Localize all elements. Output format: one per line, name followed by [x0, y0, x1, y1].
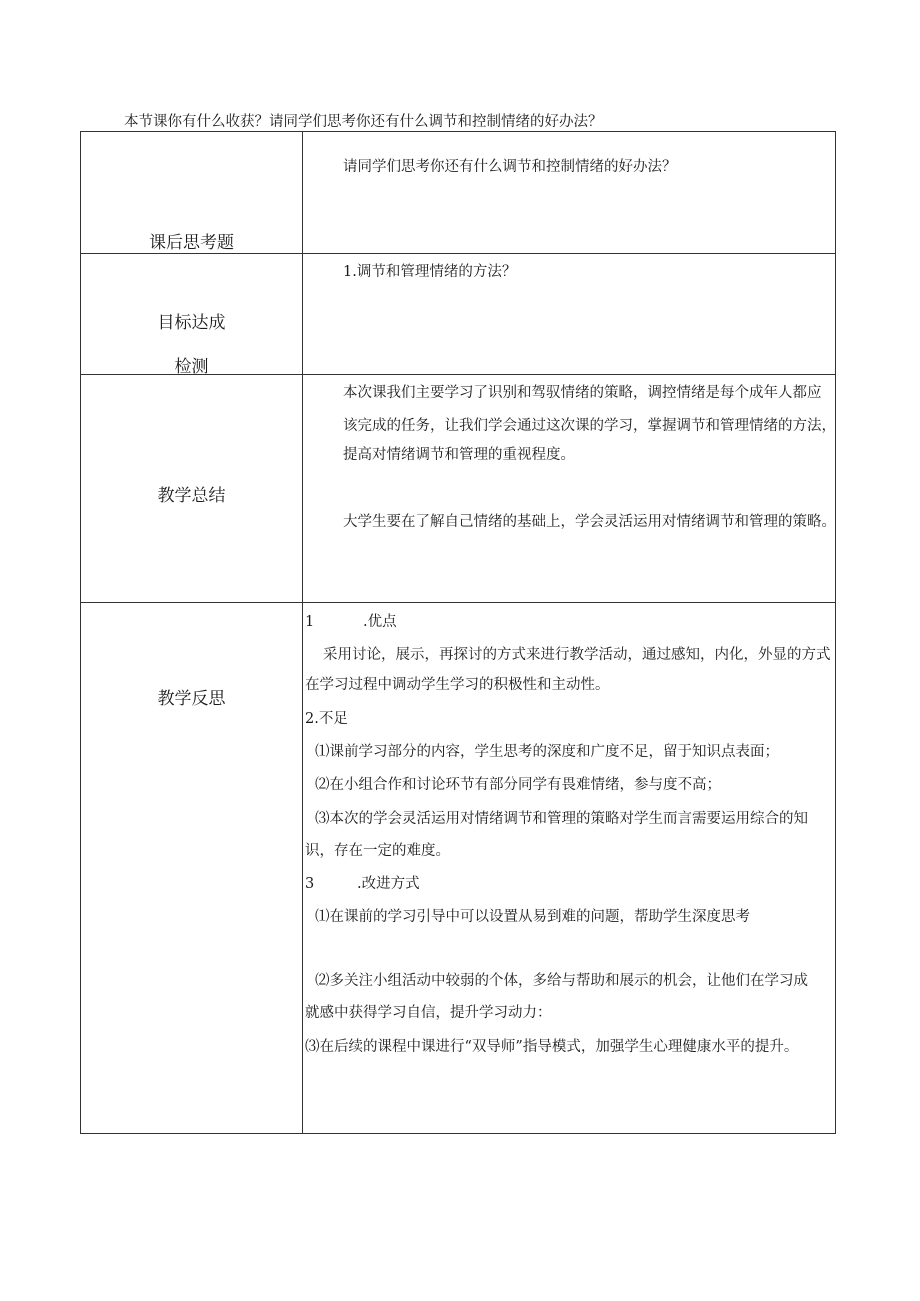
summary-line: 本次课我们主要学习了识别和驾驭情绪的策略，调控情绪是每个成年人都应	[343, 385, 822, 401]
goal-label-line1: 目标达成	[157, 313, 226, 333]
reflection-line: ⑶在后续的课程中课进行“双导师”指导模式，加强学生心理健康水平的提升。	[305, 1039, 799, 1055]
reflection-line: 在学习过程中调动学生学习的积极性和主动性。	[305, 677, 610, 693]
reflection-line: ⑴在课前的学习引导中可以设置从易到难的问题，帮助学生深度思考	[315, 909, 750, 925]
summary-label: 教学总结	[157, 486, 226, 506]
reflection-line: ⑶本次的学会灵活运用对情绪调节和管理的策略对学生而言需要运用综合的知	[315, 811, 808, 827]
summary-line: 大学生要在了解自己情绪的基础上，学会灵活运用对情绪调节和管理的策略。	[343, 514, 836, 530]
lesson-table	[80, 131, 836, 1134]
reflection-line: 就感中获得学习自信，提升学习动力：	[305, 1005, 552, 1021]
reflection-heading: .改进方式	[357, 876, 420, 892]
summary-line: 该完成的任务，让我们学会通过这次课的学习，掌握调节和管理情绪的方法，	[343, 418, 836, 434]
reflection-heading-num: 3	[305, 876, 315, 892]
reflection-line: ⑴课前学习部分的内容，学生思考的深度和广度不足，留于知识点表面；	[315, 744, 779, 760]
reflection-heading: 2.不足	[305, 711, 348, 727]
summary-line: 提高对情绪调节和管理的重视程度。	[343, 447, 575, 463]
thinking-label: 课后思考题	[149, 233, 234, 253]
intro-text: 本节课你有什么收获？请同学们思考你还有什么调节和控制情绪的好办法？	[124, 114, 603, 130]
goal-label-line2: 检测	[174, 357, 209, 377]
goal-content: 1.调节和管理情绪的方法？	[343, 264, 517, 280]
reflection-line: ⑵在小组合作和讨论环节有部分同学有畏难情绪，参与度不高；	[315, 777, 721, 793]
reflection-label: 教学反思	[157, 689, 226, 709]
thinking-content: 请同学们思考你还有什么调节和控制情绪的好办法？	[343, 159, 677, 175]
reflection-heading-num: 1	[305, 614, 315, 630]
row-divider	[81, 602, 835, 603]
reflection-line: ⑵多关注小组活动中较弱的个体，多给与帮助和展示的机会，让他们在学习成	[315, 973, 808, 989]
reflection-line: 识，存在一定的难度。	[305, 843, 450, 859]
reflection-heading: .优点	[363, 614, 397, 630]
row-divider	[81, 253, 835, 254]
column-divider	[302, 132, 303, 1133]
reflection-line: 采用讨论，展示，再探讨的方式来进行教学活动，通过感知，内化，外显的方式	[323, 647, 831, 663]
